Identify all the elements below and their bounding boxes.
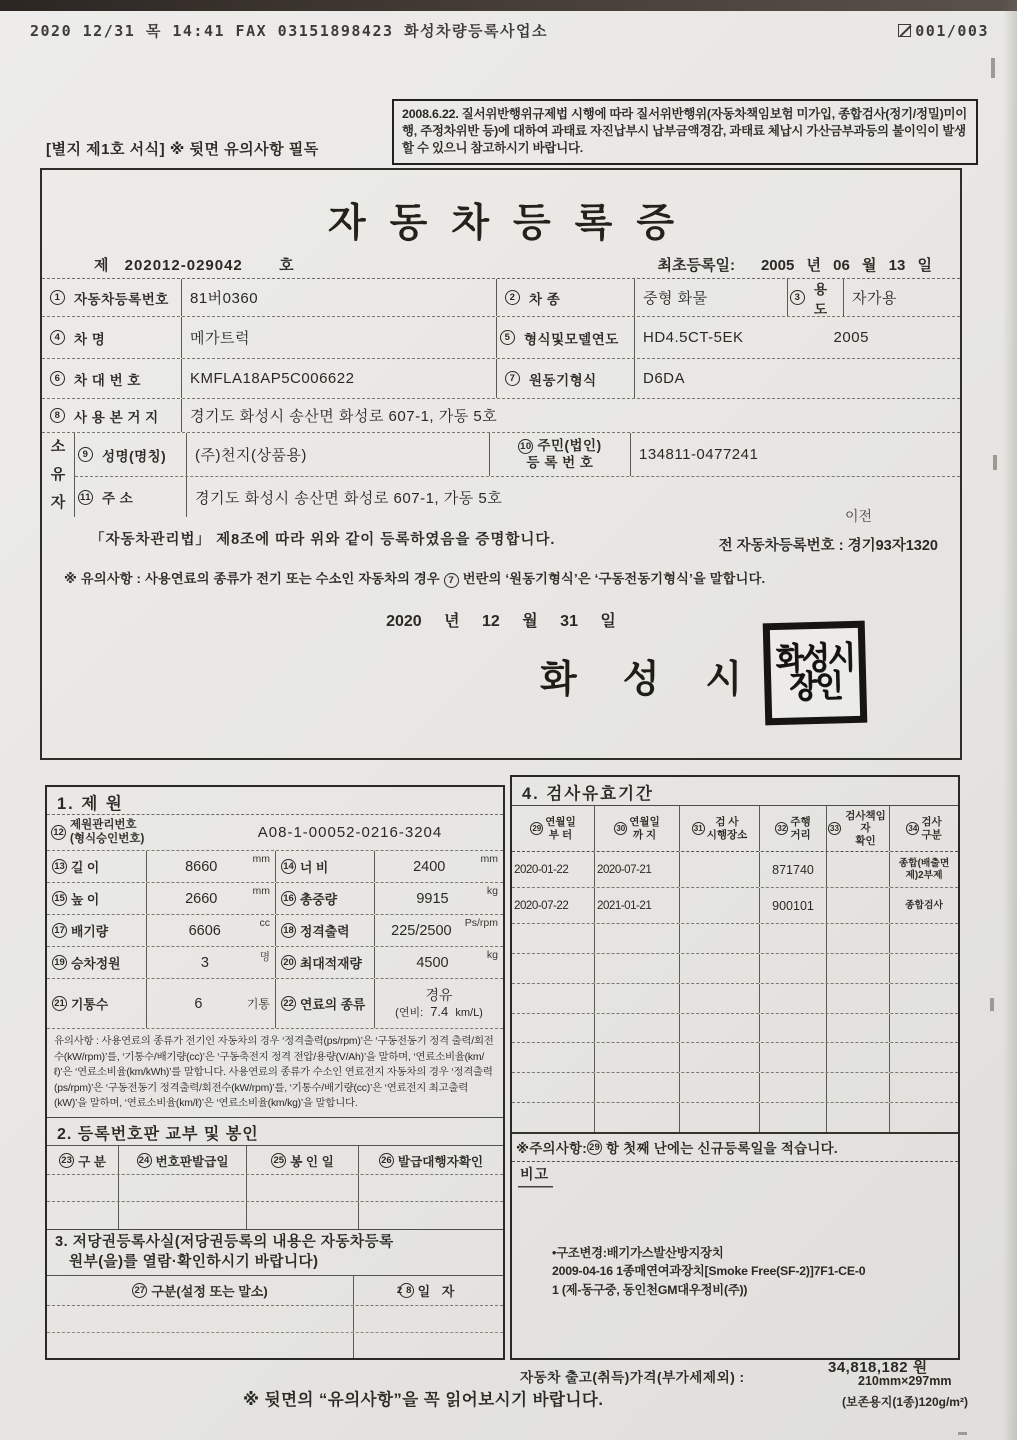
scan-artifact bbox=[991, 58, 995, 78]
displacement-value: 6606 cc bbox=[147, 915, 276, 946]
paper-size: 210mm×297mm bbox=[858, 1374, 952, 1388]
circled-number: 25 bbox=[271, 1153, 286, 1168]
spec-row bbox=[47, 851, 503, 883]
owner-group-label: 소유자 bbox=[42, 433, 75, 517]
circled-number: 1 bbox=[50, 290, 65, 305]
reg-no-label: 1 자동차등록번호 bbox=[42, 279, 182, 316]
circled-number: 30 bbox=[614, 822, 627, 835]
circled-number: 32 bbox=[775, 822, 788, 835]
reg-no-value: 81버0360 bbox=[182, 279, 497, 316]
spec-section-box bbox=[45, 785, 505, 1360]
scan-artifact bbox=[958, 1432, 967, 1435]
first-reg-label: 최초등록일: bbox=[657, 257, 735, 274]
inspection-empty-row bbox=[512, 1103, 958, 1132]
mgmt-number-row bbox=[47, 815, 503, 851]
circled-number: 29 bbox=[530, 822, 543, 835]
rated-output-label: 18 정격출력 bbox=[276, 915, 375, 946]
car-type-label: 2 차 종 bbox=[497, 279, 635, 316]
mgmt-number-value: A08-1-00052-0216-3204 bbox=[257, 824, 443, 841]
circled-number: 7 bbox=[505, 371, 520, 386]
max-load-value: 4500 kg bbox=[416, 949, 498, 971]
car-name-label: 4 차 명 bbox=[42, 317, 182, 358]
fax-timestamp: 2020 12/31 목 14:41 FAX 03151898423 화성차량등록사업소 bbox=[30, 22, 548, 40]
inspection-empty-row bbox=[512, 1014, 958, 1044]
inspection-empty-row bbox=[512, 984, 958, 1014]
mortgage-header-row bbox=[47, 1276, 503, 1306]
insp-from: 2020-07-22 bbox=[512, 888, 595, 923]
owner-reg-value: 134811-0477241 bbox=[639, 446, 759, 463]
width-label: 14 너 비 bbox=[276, 851, 375, 882]
cylinder-count-value: 6 기통 bbox=[147, 979, 276, 1028]
rated-output-value: 225/2500 Ps/rpm bbox=[391, 917, 498, 939]
certificate-box bbox=[40, 168, 962, 760]
spec-note: 유의사항 : 사용연료의 종류가 전기인 자동차의 경우 ‘정격출력(ps/rpm)’은 ‘구동전동기 정격 출력/회전수(kW/rpm)’를, ‘기통수/배기량(cc)’은 ‘구동축전지 정격 전압/용량(V/Ah)’을 말하며, ‘연료소비율(km/ℓ)’은 ‘연료소비율(km/kWh)’를 말합니다. 사용연료의 종류가 수소인 연료전지 자동차의 경우 ‘정격출력(ps/rpm)’은 ‘구동전동기 정격출력/회전수(kW/rpm)’를, ‘기통수/배기량(cc)’은 ‘연료전지 최고출력(kW)’을 말하며, ‘연료소비율(km/ℓ)’은 ‘연료소비율(km/kg)’을 말합니다. bbox=[47, 1029, 503, 1118]
insp-inspector bbox=[827, 852, 890, 887]
length-value: 8660 mm bbox=[147, 851, 276, 882]
circled-number: 22 bbox=[281, 996, 296, 1011]
read-back-note: ※ 뒷면의 “유의사항”을 꼭 읽어보시기 바랍니다. bbox=[243, 1391, 604, 1409]
owner-name-value: (주)천지(상품용) bbox=[187, 433, 490, 476]
insp-col-place: 31 검 사 시행장소 bbox=[680, 806, 760, 851]
circled-number: 17 bbox=[52, 923, 67, 938]
insp-type: 종합(배출면제)2부제 bbox=[898, 857, 950, 881]
model-code: HD4.5CT-5EK bbox=[643, 329, 744, 346]
base-location-label: 8 사 용 본 거 지 bbox=[42, 399, 182, 432]
car-name-value: 메가트럭 bbox=[182, 317, 497, 358]
displacement-label: 17 배기량 bbox=[47, 915, 147, 946]
certificate-number-line bbox=[94, 254, 932, 275]
owner-name-label: 9 성명(명칭) bbox=[75, 433, 187, 476]
inspection-row bbox=[512, 888, 958, 924]
mortgage-col-type: 27 구분(설정 또는 말소) bbox=[47, 1276, 354, 1305]
circled-number: 5 bbox=[500, 330, 515, 345]
circled-number: 10 bbox=[518, 439, 533, 454]
spec-row bbox=[47, 947, 503, 979]
doc-no-prefix: 제 bbox=[94, 257, 110, 274]
circled-number: 9 bbox=[78, 447, 93, 462]
scan-edge-artifact bbox=[0, 0, 1017, 11]
doc-no-suffix: 호 bbox=[279, 257, 295, 274]
circled-number: 27 bbox=[132, 1283, 147, 1298]
circled-number: 21 bbox=[52, 996, 67, 1011]
insp-place bbox=[680, 888, 760, 923]
circled-number: 2 bbox=[505, 290, 520, 305]
insp-place bbox=[680, 852, 760, 887]
max-load-label: 20 최대적재량 bbox=[276, 947, 375, 978]
fax-header bbox=[30, 20, 989, 41]
usage-value: 자가용 bbox=[852, 290, 897, 307]
previous-reg-no: 전 자동차등록번호 : 경기93자1320 bbox=[718, 538, 938, 554]
inspection-empty-row bbox=[512, 924, 958, 954]
scan-artifact bbox=[993, 455, 997, 470]
circled-number: 6 bbox=[50, 371, 65, 386]
remark-text: •구조변경:배기가스발산방지장치 2009-04-16 1종매연여과장치[Smoke Free(SF-2)]7F1-CE-0 1 (제-동구중, 동인천GM대우정비(주)) bbox=[552, 1246, 866, 1297]
fuel-type-value: 경유 (연비: 7.4 km/L) bbox=[395, 986, 483, 1020]
insp-col-mileage: 32 주행 거리 bbox=[760, 806, 827, 851]
insp-mileage: 900101 bbox=[760, 888, 827, 923]
plate-empty-row bbox=[47, 1202, 503, 1229]
inspection-caution: ※주의사항: 29 항 첫째 난에는 신규등록일을 적습니다. bbox=[512, 1132, 958, 1162]
page-counter-icon bbox=[898, 24, 911, 37]
insp-from: 2020-01-22 bbox=[512, 852, 595, 887]
model-year: 2005 bbox=[833, 329, 869, 346]
insp-col-inspector: 33 검사책임자 확인 bbox=[827, 806, 890, 851]
fuel-type-label: 22 연료의 종류 bbox=[276, 979, 375, 1028]
spec-row bbox=[47, 883, 503, 915]
plate-col-seal-date: 25 봉 인 일 bbox=[247, 1146, 359, 1174]
circled-number: 7 bbox=[444, 573, 459, 588]
usage-label: 3 용도 bbox=[788, 279, 844, 316]
circled-number: 16 bbox=[281, 891, 296, 906]
plate-col-agent: 26 발급대행자확인 bbox=[359, 1146, 503, 1174]
circled-number: 18 bbox=[281, 923, 296, 938]
issuer-name: 화성시 bbox=[540, 659, 789, 701]
gross-weight-value: 9915 kg bbox=[416, 885, 498, 907]
circled-number: 4 bbox=[50, 330, 65, 345]
issue-date: 2020 년 12 월 31 일 bbox=[386, 613, 616, 630]
circled-number: 33 bbox=[828, 822, 841, 835]
first-reg-date: 2005 년 06 월 13 일 bbox=[760, 257, 932, 274]
document-number bbox=[94, 254, 295, 275]
circled-number: 31 bbox=[692, 822, 705, 835]
seating-capacity-value: 3 명 bbox=[147, 947, 276, 978]
circled-number: 26 bbox=[379, 1153, 394, 1168]
model-year-value bbox=[635, 317, 960, 358]
notice-box: 2008.6.22. 질서위반행위규제법 시행에 따라 질서위반행위(자동차책임보험 미가입, 종합검사(정기/정밀)미이행, 주정차위반 등)에 대하여 과태료 자진납부시 납부금액경감, 과태료 체납시 가산금부과등의 불이익이 발생할 수 있으니 참고하시기 바랍니다. bbox=[392, 99, 978, 165]
certificate-table bbox=[42, 278, 960, 517]
insp-type: 종합검사 bbox=[905, 899, 943, 911]
vin-value: KMFLA18AP5C006622 bbox=[182, 359, 497, 398]
mgmt-number-label: 12 제원관리번호 (형식승인번호) bbox=[47, 815, 197, 850]
height-value: 2660 mm bbox=[147, 883, 276, 914]
inspection-section-box bbox=[510, 775, 960, 1360]
inspection-empty-row bbox=[512, 954, 958, 984]
plate-header-row bbox=[47, 1146, 503, 1175]
insp-to: 2021-01-21 bbox=[595, 888, 680, 923]
seal-text-line2: 장인 bbox=[788, 669, 842, 705]
inspection-header-row bbox=[512, 806, 958, 852]
plate-col-issue-date: 24 번호판발급일 bbox=[119, 1146, 247, 1174]
insp-mileage: 871740 bbox=[760, 852, 827, 887]
engine-type-value: D6DA bbox=[643, 370, 686, 387]
official-seal bbox=[763, 621, 868, 726]
vehicle-price-value: 34,818,182 원 bbox=[828, 1359, 928, 1376]
circled-number: 34 bbox=[906, 822, 919, 835]
inspection-empty-row bbox=[512, 1073, 958, 1103]
cylinder-count-label: 21 기통수 bbox=[47, 979, 147, 1028]
width-value: 2400 mm bbox=[413, 853, 498, 875]
owner-reg-label: 10 주민(법인) 등 록 번 호 bbox=[490, 433, 631, 476]
plate-table bbox=[47, 1145, 503, 1230]
paper-spec: (보존용지(1종)120g/m²) bbox=[842, 1395, 968, 1409]
inspection-empty-row bbox=[512, 1043, 958, 1073]
height-label: 15 높 이 bbox=[47, 883, 147, 914]
section4-title: 4. 검사유효기간 bbox=[522, 785, 654, 803]
seal-text-line1: 화성시 bbox=[775, 640, 855, 677]
inspection-row bbox=[512, 852, 958, 888]
vin-label: 6 차 대 번 호 bbox=[42, 359, 182, 398]
vehicle-price-label: 자동차 출고(취득)가격(부가세제외) : bbox=[520, 1370, 745, 1385]
circled-number: 24 bbox=[137, 1153, 152, 1168]
fax-page-indicator bbox=[898, 22, 989, 40]
circled-number: 23 bbox=[59, 1153, 74, 1168]
circled-number: 13 bbox=[52, 859, 67, 874]
section1-title: 1. 제 원 bbox=[47, 787, 503, 815]
circled-number: 15 bbox=[52, 891, 67, 906]
circled-number: 20 bbox=[281, 955, 296, 970]
insp-col-from: 29 연월일 부 터 bbox=[512, 806, 595, 851]
section3-title: 3. 저당권등록사실(저당권등록의 내용은 자동차등록 원부(을)를 열람·확인하시기 바랍니다) bbox=[55, 1234, 394, 1270]
engine-type-label: 7 원동기형식 bbox=[497, 359, 635, 398]
fax-page-count: 001/003 bbox=[915, 21, 989, 40]
certificate-statement: 「자동차관리법」 제8조에 따라 위와 같이 등록하였음을 증명합니다. bbox=[90, 532, 556, 548]
base-location-value: 경기도 화성시 송산면 화성로 607-1, 가동 5호 bbox=[190, 408, 498, 425]
certificate-note: ※ 유의사항 : 사용연료의 종류가 전기 또는 수소인 자동차의 경우 7 번란의 ‘원동기형식’은 ‘구동전동기형식’을 말합니다. bbox=[64, 571, 766, 586]
fuel-economy: (연비: 7.4 km/L) bbox=[395, 1004, 483, 1020]
mortgage-empty-rows bbox=[47, 1306, 503, 1358]
circled-number: 12 bbox=[51, 825, 66, 840]
mortgage-col-date: 28 일 자 bbox=[396, 1284, 459, 1300]
circled-number: 29 bbox=[588, 1142, 601, 1153]
transfer-label: 이전 bbox=[844, 508, 872, 524]
scan-artifact bbox=[990, 998, 994, 1011]
spec-row bbox=[47, 979, 503, 1029]
length-label: 13 길 이 bbox=[47, 851, 147, 882]
insp-col-type: 34 검사 구분 bbox=[890, 806, 958, 851]
scan-edge-shade bbox=[1003, 0, 1017, 1440]
circled-number: 19 bbox=[52, 955, 67, 970]
insp-inspector bbox=[827, 888, 890, 923]
remark-area bbox=[512, 1162, 958, 1358]
first-registration bbox=[658, 254, 933, 275]
owner-addr-value: 경기도 화성시 송산면 화성로 607-1, 가동 5호 bbox=[195, 489, 503, 507]
seating-capacity-label: 19 승차정원 bbox=[47, 947, 147, 978]
spec-row bbox=[47, 915, 503, 947]
doc-no-value: 202012-029042 bbox=[124, 257, 243, 274]
car-type-value: 중형 화물 bbox=[635, 279, 788, 316]
circled-number: 8 bbox=[50, 408, 65, 423]
mortgage-table bbox=[47, 1275, 503, 1358]
inspection-table bbox=[512, 805, 958, 1132]
model-year-label: 5 형식및모델연도 bbox=[497, 317, 635, 358]
owner-addr-label: 11 주 소 bbox=[75, 477, 187, 517]
insp-to: 2020-07-21 bbox=[595, 852, 680, 887]
gross-weight-label: 16 총중량 bbox=[276, 883, 375, 914]
form-label: [별지 제1호 서식] ※ 뒷면 유의사항 필독 bbox=[46, 141, 319, 158]
plate-col-type: 23 구 분 bbox=[47, 1146, 119, 1174]
circled-number: 3 bbox=[790, 290, 805, 305]
insp-col-to: 30 연월일 까 지 bbox=[595, 806, 680, 851]
circled-number: 11 bbox=[79, 491, 92, 503]
circled-number: 28 bbox=[396, 1285, 416, 1297]
certificate-title: 자동차등록증 bbox=[327, 202, 699, 245]
circled-number: 14 bbox=[281, 859, 296, 874]
remark-label: 비고 bbox=[518, 1164, 553, 1186]
section2-title: 2. 등록번호판 교부 및 봉인 bbox=[57, 1126, 259, 1144]
plate-empty-row bbox=[47, 1175, 503, 1202]
